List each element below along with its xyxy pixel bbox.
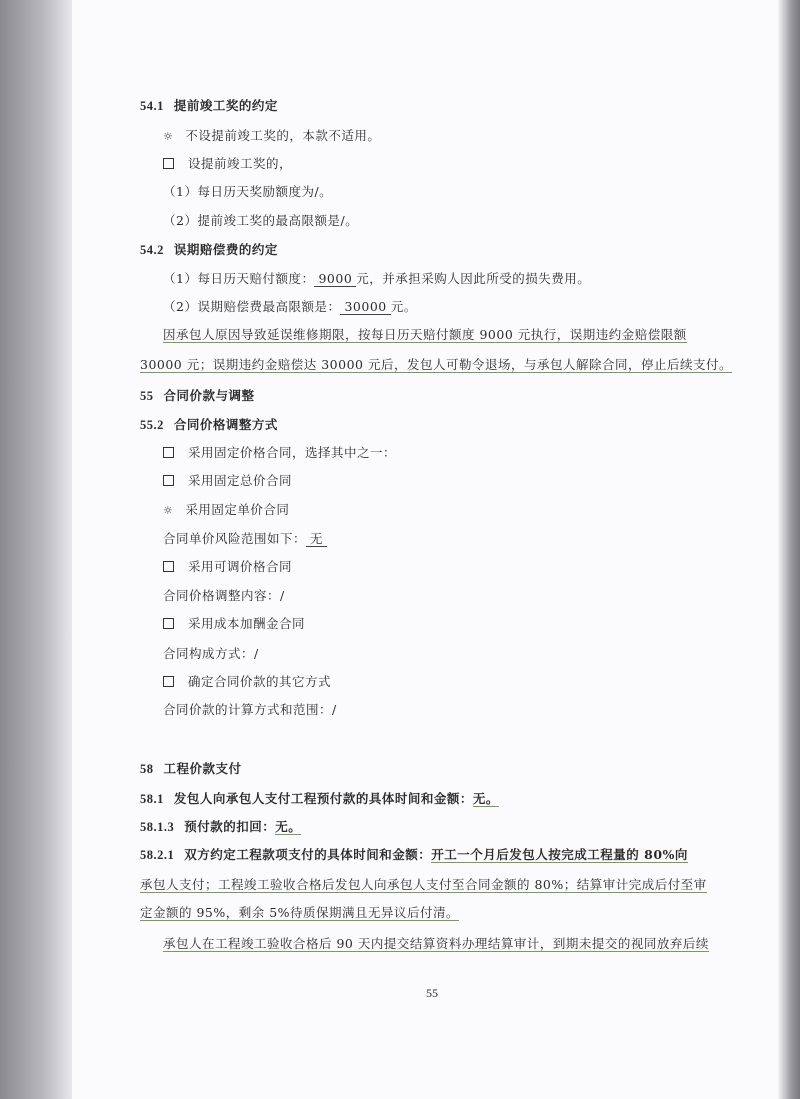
text: 合同单价风险范围如下： [163, 531, 307, 546]
checkbox-icon [163, 475, 174, 486]
text-line [163, 269, 590, 287]
section-number: 58 [140, 762, 154, 776]
text: 合同价款的计算方式和范围：/ [163, 702, 337, 717]
text-line [163, 154, 292, 172]
scan-edge-right [778, 0, 800, 1099]
text-line [163, 126, 380, 144]
section-heading [140, 96, 278, 114]
page-number: 55 [426, 986, 438, 1000]
text-line [140, 875, 707, 893]
text-line [163, 672, 331, 690]
filled-value: 无 [306, 531, 327, 547]
text: 采用固定单价合同 [185, 502, 290, 517]
section-number: 58.2.1 [140, 848, 175, 862]
text-line [140, 355, 732, 373]
filled-text: 30000 元；误期违约金赔偿达 30000 元后，发包人可勒令退场，与承包人解除合同，停止后续支付。 [140, 357, 732, 372]
text: 元。 [390, 299, 417, 314]
text: 采用成本加酬金合同 [188, 616, 306, 631]
filled-text: 承包人支付；工程竣工验收合格后发包人向承包人支付至合同金额的 80%；结算审计完成后付至审 [140, 877, 707, 892]
text: 采用可调价格合同 [188, 559, 293, 574]
section-heading [140, 415, 278, 433]
text: 采用固定总价合同 [188, 473, 293, 488]
section-number: 55 [140, 389, 154, 403]
scan-edge-left [0, 0, 72, 1099]
text-line [163, 586, 285, 604]
text-line [163, 614, 305, 632]
section-title: 合同价格调整方式 [173, 417, 278, 432]
filled-value: 30000 [340, 299, 390, 315]
text-line [163, 297, 417, 315]
text-line [163, 557, 292, 575]
checkbox-icon [163, 676, 174, 687]
text-line [163, 471, 292, 489]
section-title: 发包人向承包人支付工程预付款的具体时间和金额： [173, 791, 473, 806]
text-line [163, 443, 396, 461]
selected-option-icon: ☼ [163, 130, 174, 143]
text: 元，并承担采购人因此所受的损失费用。 [356, 271, 591, 286]
text: 合同构成方式：/ [163, 646, 259, 661]
section-heading [140, 386, 255, 404]
section-title: 工程价款支付 [163, 761, 242, 776]
filled-value: 开工一个月后发包人按完成工程量的 80%向 [431, 847, 688, 862]
text-line [163, 182, 332, 200]
filled-value: 9000 [314, 271, 356, 287]
section-heading [140, 817, 301, 835]
filled-value: 无。 [275, 819, 302, 834]
section-title: 提前竣工奖的约定 [173, 98, 278, 113]
text-line [163, 211, 358, 229]
text: 设提前竣工奖的， [188, 156, 293, 171]
text-line [163, 700, 337, 718]
text-line [140, 903, 459, 921]
filled-value: 无。 [472, 791, 499, 806]
text: 确定合同价款的其它方式 [188, 674, 332, 689]
selected-option-icon: ☼ [163, 504, 174, 517]
section-number: 54.1 [140, 99, 164, 113]
checkbox-icon [163, 561, 174, 572]
checkbox-icon [163, 618, 174, 629]
section-title: 双方约定工程款项支付的具体时间和金额： [184, 847, 432, 862]
section-heading [140, 759, 242, 777]
section-number: 54.2 [140, 243, 164, 257]
section-number: 58.1 [140, 792, 164, 806]
checkbox-icon [163, 158, 174, 169]
filled-text: 定金额的 95%，剩余 5%待质保期满且无异议后付清。 [140, 905, 460, 920]
checkbox-icon [163, 447, 174, 458]
text: 合同价格调整内容：/ [163, 588, 285, 603]
text-line [163, 325, 687, 343]
text: （2）提前竣工奖的最高限额是/。 [163, 213, 359, 228]
text-line [163, 934, 709, 952]
text-line [163, 500, 289, 518]
section-heading [140, 845, 688, 863]
text: （1）每日历天奖励额度为/。 [163, 184, 333, 199]
section-number: 58.1.3 [140, 820, 175, 834]
text: （1）每日历天赔付额度： [163, 271, 315, 286]
section-heading [140, 789, 499, 807]
text: （2）误期赔偿费最高限额是： [163, 299, 341, 314]
section-title: 预付款的扣回： [184, 819, 276, 834]
section-number: 55.2 [140, 418, 164, 432]
text-line [163, 529, 327, 547]
text: 采用固定价格合同，选择其中之一： [188, 445, 397, 460]
filled-text: 承包人在工程竣工验收合格后 90 天内提交结算资料办理结算审计，到期未提交的视同放弃后续 [163, 936, 709, 951]
section-title: 误期赔偿费的约定 [173, 242, 278, 257]
filled-text: 因承包人原因导致延误维修期限，按每日历天赔付额度 9000 元执行，误期违约金赔偿限额 [163, 327, 687, 342]
text: 不设提前竣工奖的，本款不适用。 [185, 128, 381, 143]
section-title: 合同价款与调整 [163, 388, 255, 403]
text-line [163, 644, 259, 662]
section-heading [140, 240, 278, 258]
